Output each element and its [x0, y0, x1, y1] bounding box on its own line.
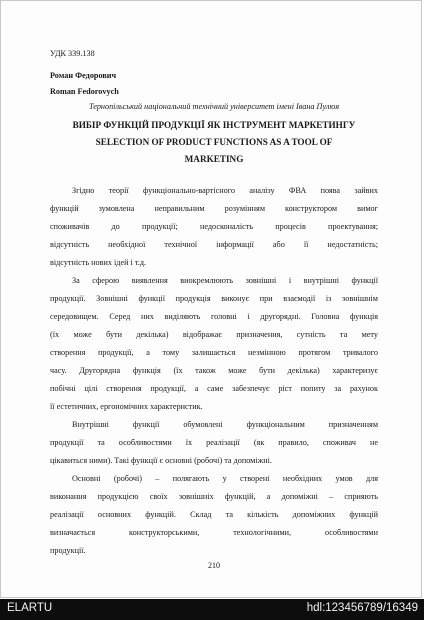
title-en-line-1: SELECTION OF PRODUCT FUNCTIONS AS A TOOL OF: [95, 137, 333, 147]
body-line: реалізації основних функцій. Склад та кількість допоміжних функцій: [50, 510, 378, 519]
author-name-en: Roman Fedorovych: [50, 87, 119, 96]
author-affiliation: Тернопільський національний технічний університет імені Івана Пулюя: [88, 102, 340, 111]
handle-id: hdl:123456789/16349: [306, 602, 418, 614]
body-line: створення продукції, а тому залишається незмінною протягом тривалого: [50, 348, 378, 357]
body-line: функцій зумовлена неправильним розумінням конструктором вимог: [50, 204, 378, 213]
body-line: продукції.: [50, 546, 86, 555]
body-line: побічні цілі створення продукції, а саме забезпечує ріст попиту за рахунок: [50, 384, 378, 393]
body-line: Згідно теорії функціонально-вартісного аналізу ФВА поява зайвих: [72, 186, 378, 195]
body-line: Внутрішні функції обумовлені функціональним призначенням: [72, 420, 378, 429]
body-line: відсутність нових ідей і т.д.: [50, 258, 147, 267]
body-line: (їх може бути декілька) відображає призначення, сутність та мету: [50, 330, 378, 339]
page-number: 210: [208, 561, 220, 570]
body-line: середовищем. Серед них виділяють головні і другорядні. Головна функція: [50, 312, 378, 321]
title-ua: ВИБІР ФУНКЦІЙ ПРОДУКЦІЇ ЯК ІНСТРУМЕНТ МАРКЕТИНГУ: [72, 120, 356, 130]
body-line: часу. Другорядна функція (їх також може бути декілька) характеризує: [50, 366, 378, 375]
body-line: Основні (робочі) – полягають у створені необхідних умов для: [72, 474, 378, 483]
body-line: цікавиться ними). Такі функції є основні (робочі) та допоміжні.: [50, 456, 272, 465]
udc-code: УДК 339.138: [50, 49, 95, 58]
body-line: її естетичних, ергономічних характеристик.: [50, 402, 203, 411]
body-line: продукції. Зовнішні функції продукція виконує при взаємодії із зовнішнім: [50, 294, 378, 303]
body-line: виконання продукцією своїх зовнішніх функцій, а допоміжні – сприяють: [50, 492, 378, 501]
body-line: За сферою виявлення виокремлюють зовнішні і внутрішні функції: [72, 276, 378, 285]
body-line: споживачів до продукції; недосконалість процесів проектування;: [50, 222, 378, 231]
footer-bar: [0, 599, 424, 620]
body-line: відсутність необхідної технічної інформації або її недостатність;: [50, 240, 378, 249]
title-en-line-2: MARKETING: [184, 154, 244, 164]
repository-name: ELARTU: [7, 602, 53, 614]
body-line: визначається конструкторськими, технологічними, особливостями: [50, 528, 378, 537]
author-name-ua: Роман Федорович: [50, 71, 117, 80]
body-line: продукції та особливостями їх реалізації (як правило, споживач не: [50, 438, 378, 447]
